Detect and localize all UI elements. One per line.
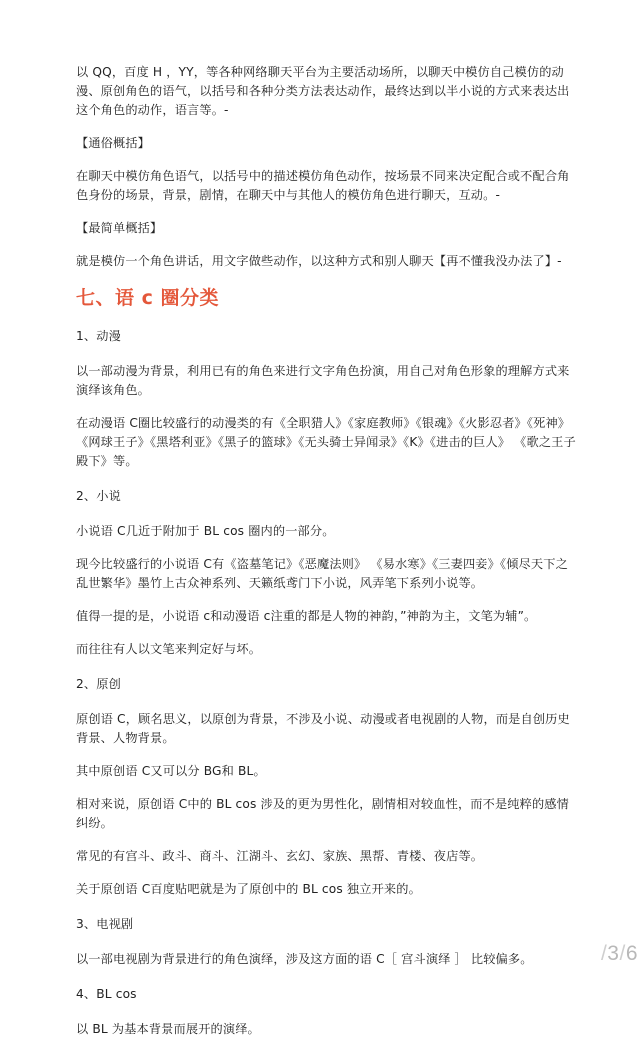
anime-paragraph-1: 以一部动漫为背景，利用已有的角色来进行文字角色扮演，用自己对角色形象的理解方式来演绎该角色。 [76, 364, 570, 397]
page-number-current: 3 [607, 942, 620, 965]
novel-paragraph-1: 小说语 C几近于附加于 BL cos 圈内的一部分。 [76, 524, 335, 538]
page-number-total: 6 [625, 942, 638, 965]
subsection-heading-tv-drama: 3、电视剧 [76, 917, 134, 931]
novel-paragraph-4: 而往往有人以文笔来判定好与坏。 [76, 642, 262, 656]
anime-paragraph-2: 在动漫语 C圈比较盛行的动漫类的有《全职猎人》《家庭教师》《银魂》《火影忍者》《死神》《网球王子》《黑塔利亚》《黑子的篮球》《无头骑士异闻录》《K》《进击的巨人》 《歌之王子殿下》等。 [76, 416, 576, 468]
novel-paragraph-3: 值得一提的是，小说语 c和动漫语 c注重的都是人物的神韵，”神韵为主，文笔为辅”。 [76, 609, 537, 623]
original-paragraph-3: 相对来说，原创语 C中的 BL cos 涉及的更为男性化，剧情相对较血性，而不是纯粹的感情纠纷。 [76, 797, 569, 830]
subsection-heading-novel: 2、小说 [76, 489, 121, 503]
original-paragraph-5: 关于原创语 C百度贴吧就是为了原创中的 BL cos 独立开来的。 [76, 882, 421, 896]
intro-paragraph-1: 以 QQ，百度 H ，YY，等各种网络聊天平台为主要活动场所，以聊天中模仿自己模仿的动漫、原创角色的语气，以括号和各种分类方法表达动作，最终达到以半小说的方式来表达出这个角色的动作，语言等。- [76, 65, 570, 117]
intro-paragraph-2: 在聊天中模仿角色语气，以括号中的描述模仿角色动作，按场景不同来决定配合或不配合角色身份的场景，背景，剧情，在聊天中与其他人的模仿角色进行聊天，互动。- [76, 169, 570, 202]
original-paragraph-1: 原创语 C，顾名思义，以原创为背景，不涉及小说、动漫或者电视剧的人物，而是自创历史背景、人物背景。 [76, 712, 570, 745]
intro-paragraph-3: 就是模仿一个角色讲话，用文字做些动作，以这种方式和别人聊天【再不懂我没办法了】- [76, 254, 562, 268]
page-separator: / [619, 942, 626, 965]
page-separator-leading: / [600, 942, 608, 965]
subsection-heading-bl-cos: 4、BL cos [76, 987, 137, 1001]
document-body [76, 63, 576, 1039]
tag-simplest-summary: 【最简单概括】 [76, 221, 163, 235]
original-paragraph-2: 其中原创语 C又可以分 BG和 BL。 [76, 764, 266, 778]
page-number-indicator [601, 942, 638, 966]
tv-drama-paragraph-1: 以一部电视剧为背景进行的角色演绎，涉及这方面的语 C［ 宫斗演绎 ］ 比较偏多。 [76, 952, 533, 966]
subsection-heading-original: 2、原创 [76, 677, 121, 691]
tag-common-summary: 【通俗概括】 [76, 136, 151, 150]
novel-paragraph-2: 现今比较盛行的小说语 C有《盗墓笔记》《恶魔法则》 《易水寒》《三妻四妾》《倾尽天下之乱世繁华》墨竹上古众神系列、天籁纸鸢门下小说，风弄笔下系列小说等。 [76, 557, 568, 590]
subsection-heading-anime: 1、动漫 [76, 329, 121, 343]
original-paragraph-4: 常见的有宫斗、政斗、商斗、江湖斗、玄幻、家族、黑帮、青楼、夜店等。 [76, 849, 484, 863]
section-heading: 七、语 c 圈分类 [76, 287, 219, 309]
bl-cos-paragraph-1: 以 BL 为基本背景而展开的演绎。 [76, 1022, 260, 1036]
